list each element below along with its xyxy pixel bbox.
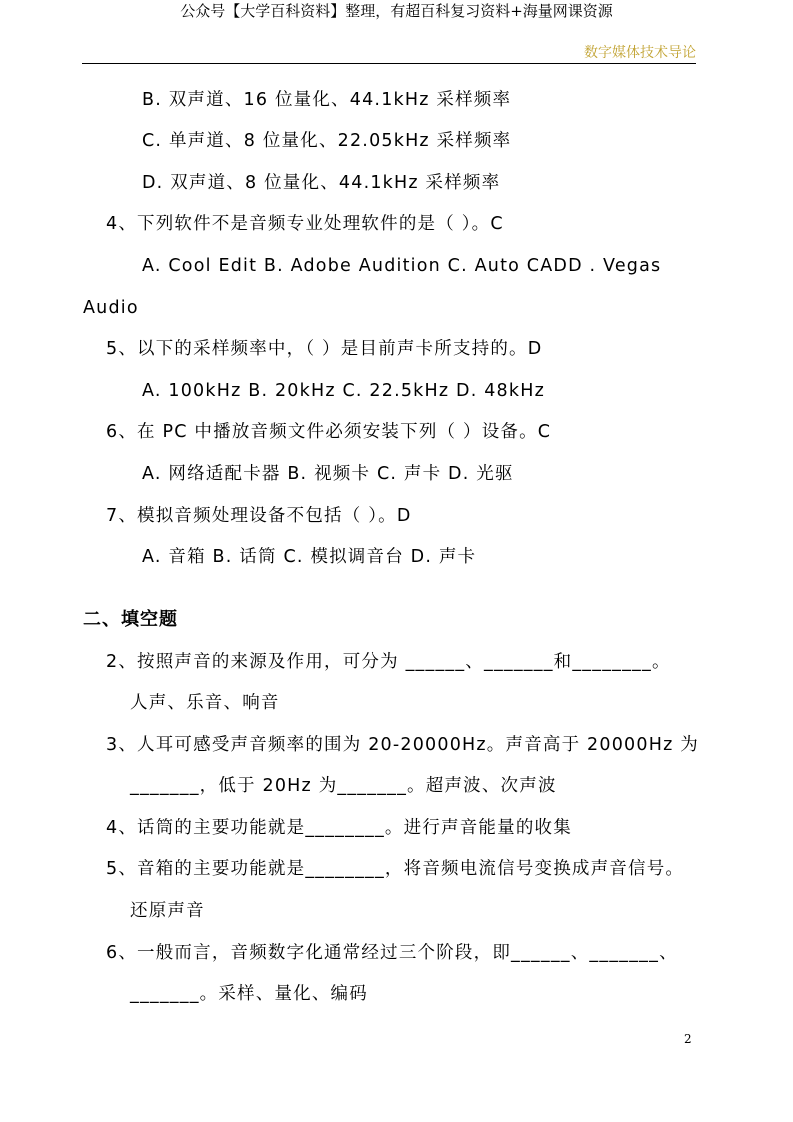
fill-question-5: 5、音箱的主要功能就是________，将音频电流信号变换成声音信号。: [106, 859, 685, 879]
fill-question-4: 4、话筒的主要功能就是________。进行声音能量的收集: [106, 818, 572, 838]
question-6: 6、在 PC 中播放音频文件必须安装下列（ ）设备。C: [106, 422, 552, 442]
fill-question-3: 3、人耳可感受声音频率的围为 20-20000Hz。声音高于 20000Hz 为: [106, 735, 699, 755]
fill-question-6-continued: _______。采样、量化、编码: [130, 984, 368, 1004]
fill-question-3-continued: _______，低于 20Hz 为_______。超声波、次声波: [130, 776, 557, 796]
question-5: 5、以下的采样频率中，（ ）是目前声卡所支持的。D: [106, 339, 543, 359]
options-4: A. Cool Edit B. Adobe Audition C. Auto CADD . Vegas: [142, 256, 662, 276]
section-heading-fill-in: 二、填空题: [83, 609, 178, 630]
options-5: A. 100kHz B. 20kHz C. 22.5kHz D. 48kHz: [142, 381, 545, 401]
options-4-continued: Audio: [83, 298, 139, 318]
running-title: 数字媒体技术导论: [584, 45, 696, 61]
page-number: 2: [684, 1032, 692, 1046]
header-rule: [82, 63, 696, 64]
fill-question-6: 6、一般而言，音频数字化通常经过三个阶段，即______、_______、: [106, 943, 678, 963]
fill-answer-2: 人声、乐音、响音: [130, 693, 280, 713]
fill-question-2: 2、按照声音的来源及作用，可分为 ______、_______和________。: [106, 652, 671, 672]
question-4: 4、下列软件不是音频专业处理软件的是（ ）。C: [106, 214, 504, 234]
fill-answer-5: 还原声音: [130, 901, 205, 921]
option-3b: B. 双声道、16 位量化、44.1kHz 采样频率: [142, 90, 512, 110]
question-7: 7、模拟音频处理设备不包括（ ）。D: [106, 506, 412, 526]
options-6: A. 网络适配卡器 B. 视频卡 C. 声卡 D. 光驱: [142, 464, 514, 484]
option-3c: C. 单声道、8 位量化、22.05kHz 采样频率: [142, 131, 512, 151]
watermark-banner: 公众号【大学百科资料】整理，有超百科复习资料+海量网课资源: [180, 2, 613, 20]
option-3d: D. 双声道、8 位量化、44.1kHz 采样频率: [142, 173, 501, 193]
options-7: A. 音箱 B. 话筒 C. 模拟调音台 D. 声卡: [142, 547, 477, 567]
